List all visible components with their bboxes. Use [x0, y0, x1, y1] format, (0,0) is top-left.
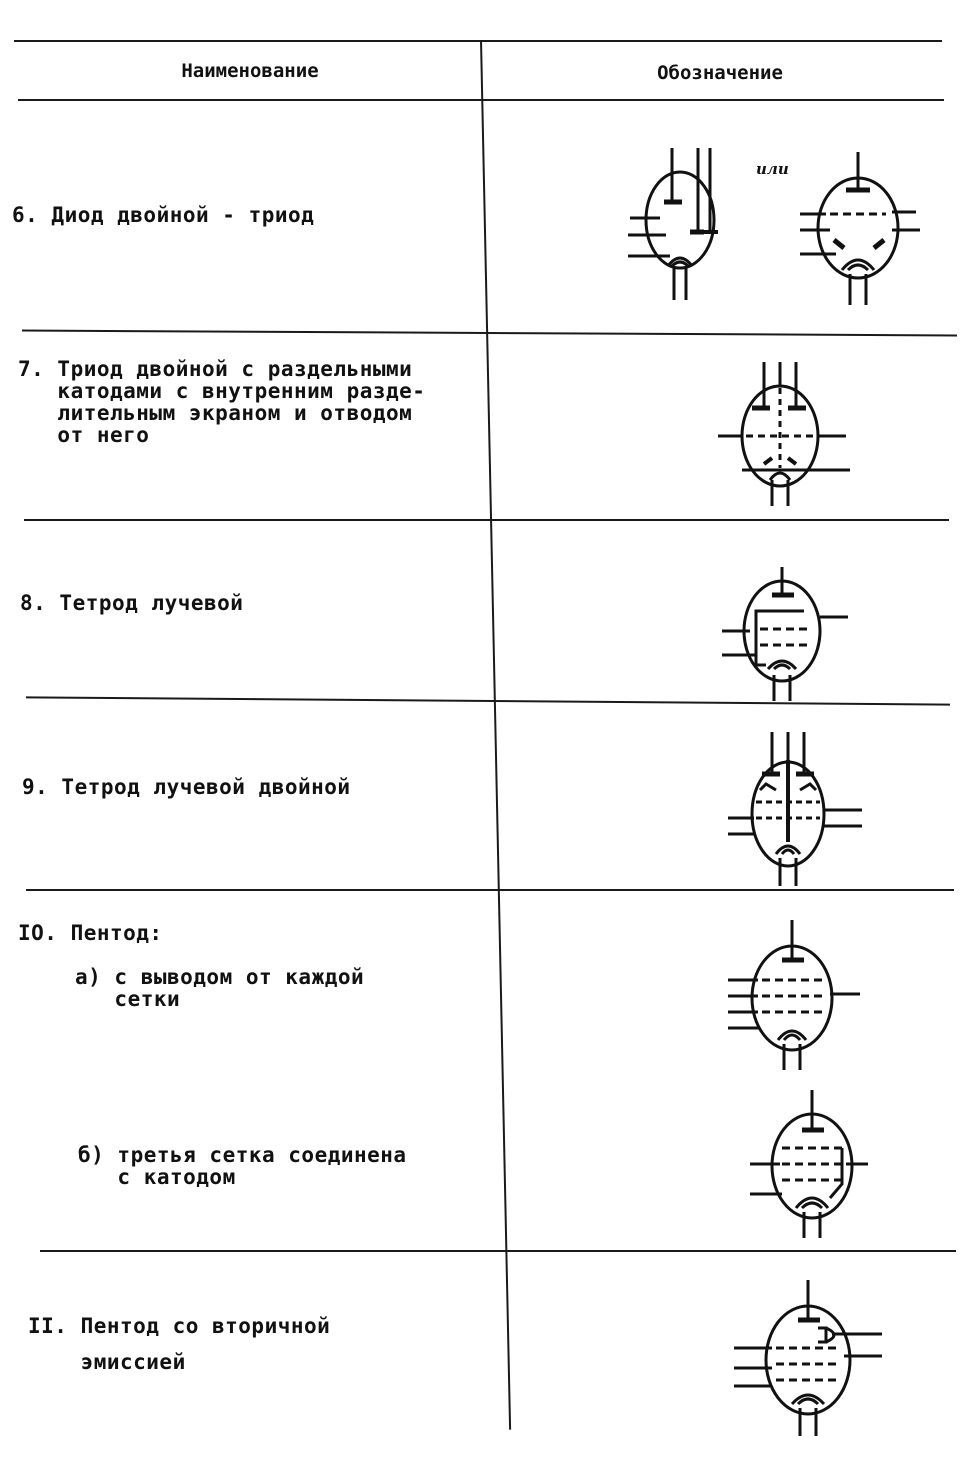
- beam-tetrode-icon: [720, 565, 860, 705]
- double-beam-tetrode-icon: [726, 730, 866, 890]
- row-10a-name: а) с выводом от каждой сетки: [75, 965, 365, 1011]
- double-diode-triode-icon: [620, 140, 750, 305]
- header-symbol: Обозначение: [657, 62, 783, 84]
- table-top-rule: [14, 40, 942, 42]
- row-9-name: 9. Тетрод лучевой двойной: [22, 775, 351, 799]
- row-divider: [24, 519, 949, 521]
- row-10-name: IO. Пентод:: [18, 921, 163, 945]
- double-triode-screen-icon: [716, 358, 856, 508]
- row-7-name: 7. Триод двойной с раздельными катодами с внутренним разде- лительным экраном и отводом от него: [18, 357, 426, 447]
- row-divider: [40, 1250, 956, 1252]
- secondary-emission-pentode-icon: [732, 1278, 892, 1438]
- row-10b-name: б) третья сетка соединена с катодом: [78, 1143, 407, 1189]
- header-name: Наименование: [181, 60, 319, 82]
- column-divider: [480, 40, 511, 1430]
- row-8-name: 8. Тетрод лучевой: [20, 591, 244, 615]
- pentode-g3-cathode-icon: [746, 1088, 896, 1243]
- row-divider: [22, 330, 957, 337]
- row-6-name: 6. Диод двойной - триод: [12, 203, 315, 227]
- row-11-name: II. Пентод со вторичной эмиссией: [28, 1314, 331, 1374]
- alternative-label: или: [756, 160, 789, 178]
- double-diode-triode-alt-icon: [796, 150, 926, 310]
- pentode-all-grids-icon: [726, 918, 876, 1073]
